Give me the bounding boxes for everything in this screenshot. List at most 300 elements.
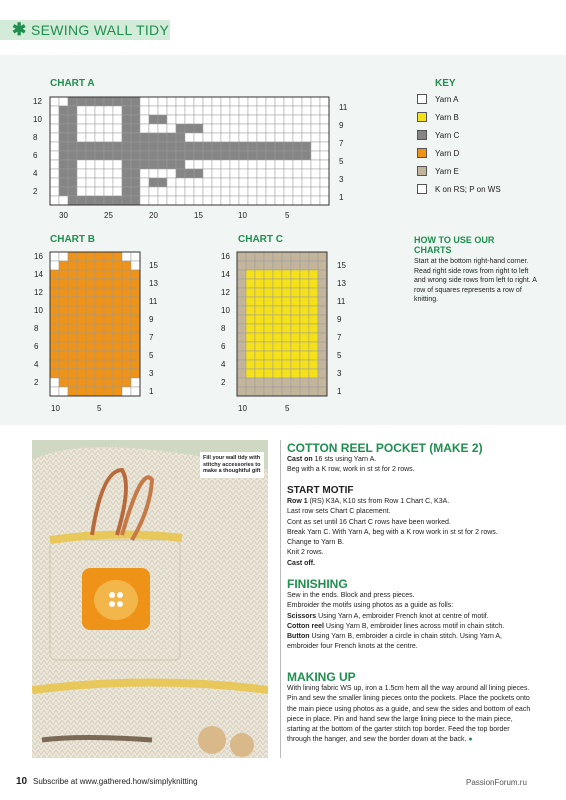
key-swatch xyxy=(417,130,427,140)
chart-stitch xyxy=(86,378,95,387)
chart-stitch xyxy=(273,351,282,360)
chart-stitch xyxy=(212,187,221,196)
chart-stitch xyxy=(167,178,176,187)
chart-stitch xyxy=(221,142,230,151)
chart-stitch xyxy=(282,333,291,342)
axis-label: 20 xyxy=(149,211,158,220)
chart-stitch xyxy=(122,288,131,297)
chart-stitch xyxy=(86,142,95,151)
chart-stitch xyxy=(131,252,140,261)
chart-stitch xyxy=(255,306,264,315)
chart-stitch xyxy=(255,270,264,279)
chart-stitch xyxy=(104,187,113,196)
chart-stitch xyxy=(77,288,86,297)
key-label: Yarn D xyxy=(435,148,460,158)
chart-stitch xyxy=(86,387,95,396)
chart-stitch xyxy=(149,142,158,151)
chart-stitch xyxy=(194,160,203,169)
chart-stitch xyxy=(284,187,293,196)
chart-stitch xyxy=(311,133,320,142)
chart-stitch xyxy=(59,387,68,396)
chart-stitch xyxy=(300,279,309,288)
chart-stitch xyxy=(264,369,273,378)
chart-stitch xyxy=(77,124,86,133)
chart-stitch xyxy=(50,279,59,288)
chart-stitch xyxy=(104,106,113,115)
chart-stitch xyxy=(291,252,300,261)
chart-stitch xyxy=(50,160,59,169)
chart-stitch xyxy=(95,169,104,178)
chart-stitch xyxy=(167,160,176,169)
axis-label: 9 xyxy=(339,121,344,130)
chart-stitch xyxy=(95,160,104,169)
chart-stitch xyxy=(311,196,320,205)
chart-stitch xyxy=(176,124,185,133)
chart-stitch xyxy=(140,115,149,124)
chart-stitch xyxy=(246,306,255,315)
chart-stitch xyxy=(255,288,264,297)
chart-stitch xyxy=(203,178,212,187)
chart-stitch xyxy=(104,160,113,169)
axis-label: 15 xyxy=(337,261,346,270)
chart-stitch xyxy=(293,169,302,178)
chart-stitch xyxy=(300,288,309,297)
row1-text: (RS) K3A, K10 sts from Row 1 Chart C, K3A. xyxy=(307,498,450,505)
chart-stitch xyxy=(194,151,203,160)
chart-stitch xyxy=(86,160,95,169)
key-item xyxy=(417,183,501,195)
wall-tidy-photo xyxy=(32,440,268,758)
chart-stitch xyxy=(50,115,59,124)
chart-stitch xyxy=(239,187,248,196)
chart-stitch xyxy=(104,306,113,315)
chart-stitch xyxy=(149,196,158,205)
chart-stitch xyxy=(104,133,113,142)
chart-stitch xyxy=(122,142,131,151)
chart-stitch xyxy=(282,378,291,387)
chart-stitch xyxy=(68,342,77,351)
chart-stitch xyxy=(266,169,275,178)
footer-subscribe: Subscribe at www.gathered.how/simplyknitting xyxy=(33,777,198,786)
chart-stitch xyxy=(309,360,318,369)
chart-stitch xyxy=(77,196,86,205)
axis-label: 16 xyxy=(34,252,43,261)
chart-stitch xyxy=(131,279,140,288)
chart-b-grid xyxy=(49,251,144,398)
chart-stitch xyxy=(257,169,266,178)
chart-stitch xyxy=(257,106,266,115)
chart-stitch xyxy=(246,297,255,306)
chart-stitch xyxy=(77,279,86,288)
chart-stitch xyxy=(282,306,291,315)
key-item xyxy=(417,111,459,123)
chart-stitch xyxy=(158,97,167,106)
chart-stitch xyxy=(131,133,140,142)
chart-stitch xyxy=(59,169,68,178)
chart-stitch xyxy=(104,351,113,360)
axis-label: 10 xyxy=(221,306,230,315)
chart-stitch xyxy=(275,151,284,160)
chart-stitch xyxy=(149,97,158,106)
chart-stitch xyxy=(203,115,212,124)
chart-stitch xyxy=(246,261,255,270)
chart-stitch xyxy=(50,133,59,142)
chart-stitch xyxy=(158,151,167,160)
chart-stitch xyxy=(122,124,131,133)
chart-stitch xyxy=(95,151,104,160)
chart-stitch xyxy=(291,279,300,288)
chart-stitch xyxy=(300,261,309,270)
chart-stitch xyxy=(77,342,86,351)
chart-stitch xyxy=(59,306,68,315)
chart-stitch xyxy=(95,133,104,142)
chart-stitch xyxy=(68,387,77,396)
chart-stitch xyxy=(309,378,318,387)
chart-stitch xyxy=(86,333,95,342)
chart-stitch xyxy=(246,360,255,369)
chart-stitch xyxy=(122,187,131,196)
chart-stitch xyxy=(158,187,167,196)
chart-stitch xyxy=(86,97,95,106)
chart-stitch xyxy=(77,151,86,160)
chart-stitch xyxy=(320,106,329,115)
chart-stitch xyxy=(320,160,329,169)
chart-stitch xyxy=(239,133,248,142)
chart-stitch xyxy=(167,151,176,160)
chart-stitch xyxy=(122,333,131,342)
chart-stitch xyxy=(255,351,264,360)
chart-stitch xyxy=(302,160,311,169)
chart-stitch xyxy=(50,351,59,360)
chart-stitch xyxy=(86,351,95,360)
chart-stitch xyxy=(239,124,248,133)
chart-c-title: CHART C xyxy=(238,234,283,245)
chart-stitch xyxy=(282,315,291,324)
chart-stitch xyxy=(273,378,282,387)
chart-stitch xyxy=(68,297,77,306)
chart-stitch xyxy=(273,261,282,270)
chart-stitch xyxy=(237,342,246,351)
chart-stitch xyxy=(320,124,329,133)
chart-stitch xyxy=(50,252,59,261)
chart-stitch xyxy=(309,324,318,333)
chart-stitch xyxy=(203,142,212,151)
chart-stitch xyxy=(320,142,329,151)
chart-stitch xyxy=(255,261,264,270)
chart-stitch xyxy=(131,160,140,169)
chart-stitch xyxy=(293,106,302,115)
chart-stitch xyxy=(185,169,194,178)
cast-off-text: Cast off. xyxy=(287,559,315,567)
chart-stitch xyxy=(221,151,230,160)
chart-stitch xyxy=(255,324,264,333)
axis-label: 11 xyxy=(337,297,346,306)
chart-stitch xyxy=(158,124,167,133)
chart-stitch xyxy=(158,142,167,151)
chart-stitch xyxy=(158,196,167,205)
chart-stitch xyxy=(275,133,284,142)
chart-stitch xyxy=(248,169,257,178)
chart-stitch xyxy=(104,124,113,133)
cast-on-label: Cast on xyxy=(287,456,313,463)
chart-stitch xyxy=(149,169,158,178)
chart-stitch xyxy=(185,142,194,151)
chart-stitch xyxy=(293,151,302,160)
chart-stitch xyxy=(131,324,140,333)
chart-stitch xyxy=(264,252,273,261)
chart-stitch xyxy=(122,342,131,351)
chart-stitch xyxy=(203,187,212,196)
axis-label: 1 xyxy=(337,387,342,396)
chart-stitch xyxy=(194,133,203,142)
chart-stitch xyxy=(257,97,266,106)
chart-stitch xyxy=(185,196,194,205)
chart-stitch xyxy=(212,124,221,133)
chart-stitch xyxy=(266,124,275,133)
chart-stitch xyxy=(50,142,59,151)
chart-stitch xyxy=(318,315,327,324)
chart-stitch xyxy=(59,378,68,387)
chart-stitch xyxy=(50,196,59,205)
chart-stitch xyxy=(309,315,318,324)
chart-stitch xyxy=(185,178,194,187)
chart-stitch xyxy=(68,187,77,196)
chart-stitch xyxy=(300,387,309,396)
chart-stitch xyxy=(291,306,300,315)
chart-stitch xyxy=(176,151,185,160)
finishing-section xyxy=(287,577,532,653)
chart-stitch xyxy=(302,115,311,124)
chart-stitch xyxy=(113,288,122,297)
chart-stitch xyxy=(194,97,203,106)
chart-stitch xyxy=(266,151,275,160)
chart-stitch xyxy=(302,151,311,160)
chart-stitch xyxy=(255,315,264,324)
chart-stitch xyxy=(122,169,131,178)
chart-stitch xyxy=(318,387,327,396)
chart-stitch xyxy=(311,142,320,151)
chart-stitch xyxy=(68,178,77,187)
axis-label: 4 xyxy=(34,360,39,369)
chart-stitch xyxy=(291,333,300,342)
chart-stitch xyxy=(131,297,140,306)
chart-stitch xyxy=(113,369,122,378)
chart-stitch xyxy=(158,169,167,178)
chart-stitch xyxy=(230,106,239,115)
chart-stitch xyxy=(203,160,212,169)
chart-stitch xyxy=(282,342,291,351)
chart-stitch xyxy=(68,106,77,115)
axis-label: 8 xyxy=(221,324,226,333)
axis-label: 4 xyxy=(33,169,38,178)
chart-stitch xyxy=(149,133,158,142)
chart-stitch xyxy=(275,124,284,133)
chart-stitch xyxy=(122,315,131,324)
chart-stitch xyxy=(68,133,77,142)
chart-stitch xyxy=(255,387,264,396)
chart-stitch xyxy=(50,261,59,270)
key-swatch xyxy=(417,166,427,176)
finishing-title: FINISHING xyxy=(287,577,348,591)
chart-stitch xyxy=(291,369,300,378)
chart-stitch xyxy=(275,178,284,187)
motif-section xyxy=(287,485,532,569)
chart-stitch xyxy=(113,169,122,178)
chart-stitch xyxy=(59,360,68,369)
chart-stitch xyxy=(257,160,266,169)
chart-stitch xyxy=(68,124,77,133)
chart-stitch xyxy=(104,178,113,187)
chart-stitch xyxy=(167,196,176,205)
row1-label: Row 1 xyxy=(287,498,308,505)
chart-stitch xyxy=(300,297,309,306)
chart-stitch xyxy=(95,97,104,106)
chart-stitch xyxy=(185,151,194,160)
chart-stitch xyxy=(273,324,282,333)
chart-stitch xyxy=(77,133,86,142)
chart-stitch xyxy=(300,306,309,315)
chart-stitch xyxy=(194,169,203,178)
chart-stitch xyxy=(113,160,122,169)
chart-stitch xyxy=(293,142,302,151)
chart-stitch xyxy=(282,369,291,378)
chart-stitch xyxy=(95,351,104,360)
chart-stitch xyxy=(50,360,59,369)
chart-stitch xyxy=(176,142,185,151)
chart-stitch xyxy=(246,288,255,297)
chart-stitch xyxy=(122,261,131,270)
chart-stitch xyxy=(50,342,59,351)
chart-stitch xyxy=(320,133,329,142)
chart-stitch xyxy=(293,178,302,187)
chart-stitch xyxy=(255,360,264,369)
chart-stitch xyxy=(273,315,282,324)
chart-stitch xyxy=(68,306,77,315)
chart-stitch xyxy=(293,187,302,196)
chart-stitch xyxy=(176,115,185,124)
chart-stitch xyxy=(59,261,68,270)
chart-stitch xyxy=(248,187,257,196)
axis-label: 12 xyxy=(34,288,43,297)
chart-stitch xyxy=(246,369,255,378)
chart-stitch xyxy=(246,378,255,387)
chart-stitch xyxy=(104,324,113,333)
chart-stitch xyxy=(291,360,300,369)
chart-stitch xyxy=(59,315,68,324)
chart-stitch xyxy=(167,124,176,133)
chart-stitch xyxy=(68,151,77,160)
chart-stitch xyxy=(237,324,246,333)
axis-label: 5 xyxy=(149,351,154,360)
chart-stitch xyxy=(59,106,68,115)
chart-stitch xyxy=(77,142,86,151)
chart-stitch xyxy=(77,106,86,115)
chart-stitch xyxy=(131,315,140,324)
chart-stitch xyxy=(311,97,320,106)
chart-stitch xyxy=(95,360,104,369)
chart-stitch xyxy=(122,378,131,387)
chart-stitch xyxy=(104,169,113,178)
chart-stitch xyxy=(158,106,167,115)
chart-stitch xyxy=(50,387,59,396)
chart-stitch xyxy=(77,252,86,261)
chart-stitch xyxy=(104,261,113,270)
chart-stitch xyxy=(86,124,95,133)
chart-stitch xyxy=(104,279,113,288)
chart-stitch xyxy=(140,169,149,178)
chart-stitch xyxy=(230,124,239,133)
chart-stitch xyxy=(212,196,221,205)
chart-stitch xyxy=(264,333,273,342)
chart-stitch xyxy=(273,279,282,288)
chart-stitch xyxy=(318,378,327,387)
chart-stitch xyxy=(59,178,68,187)
page-number: 10 xyxy=(16,776,28,787)
key-swatch xyxy=(417,94,427,104)
chart-stitch xyxy=(122,306,131,315)
chart-stitch xyxy=(68,369,77,378)
chart-stitch xyxy=(194,142,203,151)
axis-label: 11 xyxy=(149,297,158,306)
motif-line: Cont as set until 16 Chart C rows have been worked. xyxy=(287,518,451,526)
chart-stitch xyxy=(131,142,140,151)
axis-label: 30 xyxy=(59,211,68,220)
chart-stitch xyxy=(284,178,293,187)
chart-stitch xyxy=(318,279,327,288)
chart-stitch xyxy=(77,115,86,124)
chart-stitch xyxy=(131,106,140,115)
chart-stitch xyxy=(248,196,257,205)
chart-stitch xyxy=(318,288,327,297)
chart-stitch xyxy=(185,124,194,133)
chart-stitch xyxy=(302,187,311,196)
chart-stitch xyxy=(221,133,230,142)
chart-stitch xyxy=(50,324,59,333)
chart-stitch xyxy=(86,252,95,261)
chart-stitch xyxy=(59,279,68,288)
chart-stitch xyxy=(257,115,266,124)
chart-stitch xyxy=(264,351,273,360)
chart-stitch xyxy=(239,196,248,205)
chart-stitch xyxy=(149,106,158,115)
chart-stitch xyxy=(230,97,239,106)
chart-stitch xyxy=(318,297,327,306)
chart-stitch xyxy=(300,360,309,369)
chart-stitch xyxy=(113,279,122,288)
chart-stitch xyxy=(77,160,86,169)
chart-stitch xyxy=(282,387,291,396)
finishing-reel xyxy=(287,622,532,632)
chart-stitch xyxy=(113,151,122,160)
axis-label: 7 xyxy=(149,333,154,342)
chart-stitch xyxy=(95,270,104,279)
chart-stitch xyxy=(50,151,59,160)
chart-stitch xyxy=(212,178,221,187)
axis-label: 6 xyxy=(221,342,226,351)
chart-stitch xyxy=(318,369,327,378)
chart-stitch xyxy=(230,187,239,196)
chart-stitch xyxy=(140,133,149,142)
chart-stitch xyxy=(140,187,149,196)
chart-stitch xyxy=(293,196,302,205)
chart-stitch xyxy=(149,187,158,196)
axis-label: 10 xyxy=(238,404,247,413)
axis-label: 2 xyxy=(33,187,38,196)
motif-lines xyxy=(287,507,532,558)
chart-stitch xyxy=(266,178,275,187)
chart-stitch xyxy=(59,270,68,279)
chart-stitch xyxy=(212,151,221,160)
